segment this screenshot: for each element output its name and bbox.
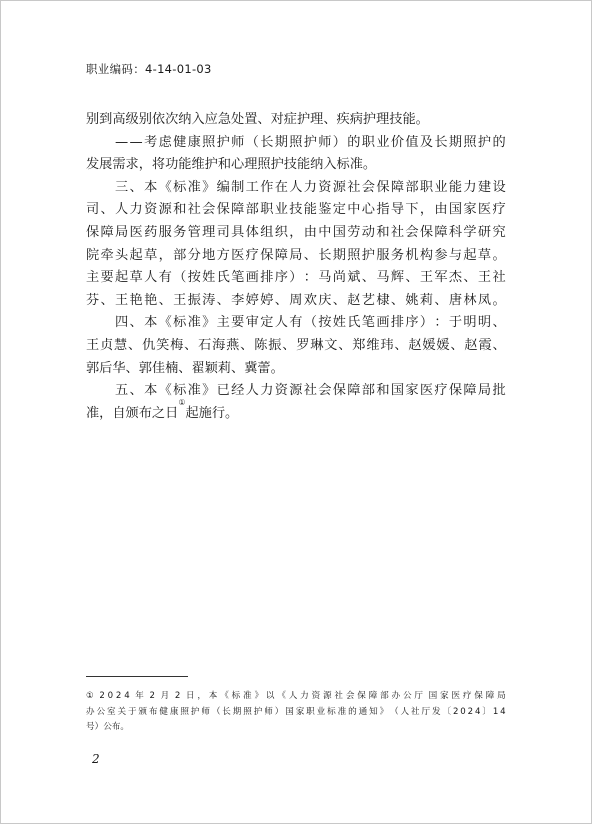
footnote-marker[interactable]: ① xyxy=(178,397,186,407)
paragraph-line: — — 考 虑 健 康 照 护 师 （ 长 期 照 护 师 ） 的 职 业 价 值 及 长 期 照 护 的 xyxy=(115,134,506,150)
footnote-line: 号）公布。 xyxy=(86,722,129,732)
paragraph-line: 三 、 本 《 标 准 》 编 制 工 作 在 人 力 资 源 社 会 保 障 部 职 业 能 力 建 设 xyxy=(115,179,506,195)
footnote-divider xyxy=(86,676,188,677)
paragraph-line: 保 障 局 医 药 服 务 管 理 司 具 体 组 织 ， 由 中 国 劳 动 和 社 会 保 障 科 学 研 究 xyxy=(86,224,506,240)
paragraph-line: 五 、 本 《 标 准 》 已 经 人 力 资 源 社 会 保 障 部 和 国 家 医 疗 保 障 局 批 xyxy=(115,383,506,399)
page-number: 2 xyxy=(92,752,100,766)
last-line-text-after: 起施行。 xyxy=(185,405,239,421)
paragraph-line: 王 贞 慧 、 仇 笑 梅 、 石 海 燕 、 陈 振 、 罗 琳 文 、 郑 维 玮 、 赵 媛 媛 、 赵 霞 、 xyxy=(86,337,506,353)
paragraph-line: 司 、 人 力 资 源 和 社 会 保 障 部 职 业 技 能 鉴 定 中 心 指 导 下 ， 由 国 家 医 疗 xyxy=(86,202,506,218)
body-text xyxy=(86,109,506,425)
paragraph-line: 郭后华、郭佳楠、翟颖莉、冀蕾。 xyxy=(86,360,284,376)
paragraph-line: 别到高级别依次纳入应急处置、对症护理、疾病护理技能。 xyxy=(86,112,429,127)
paragraph-line: 四 、 本 《 标 准 》 主 要 审 定 人 有 （ 按 姓 氏 笔 画 排 序 ） ： 于 明 明 、 xyxy=(115,315,506,331)
footnote-line: 办 公 室 关 于 颁 布 健 康 照 护 师 （ 长 期 照 护 师 ） 国 家 职 业 标 准 的 通 知 》 （ 人 社 厅 发 〔 2 0 2 4 〕 1 4 xyxy=(86,706,506,717)
paragraph-line: 芬 、 王 艳 艳 、 王 振 涛 、 李 婷 婷 、 周 欢 庆 、 赵 艺 棣 、 姚 莉 、 唐 林 凤 。 xyxy=(86,292,506,308)
paragraph-line: 院 牵 头 起 草 ， 部 分 地 方 医 疗 保 障 局 、 长 期 照 护 服 务 机 构 参 与 起 草 。 xyxy=(86,247,506,263)
occupation-code: 职业编码：4-14-01-03 xyxy=(86,62,212,76)
footnote xyxy=(86,689,506,736)
paragraph-line-last xyxy=(86,397,506,426)
paragraph-line: 主 要 起 草 人 有 （ 按 姓 氏 笔 画 排 序 ） ： 马 尚 斌 、 马 辉 、 王 军 杰 、 王 社 xyxy=(86,270,506,286)
paragraph-line: 发展需求，将功能维护和心理照护技能纳入标准。 xyxy=(86,157,377,173)
last-line-text-before: 准，自颁布之日 xyxy=(86,405,179,421)
footnote-line: ① 2 0 2 4 年 2 月 2 日 ， 本 《 标 准 》 以 《 人 力 资 源 社 会 保 障 部 办 公 厅 国 家 医 疗 保 障 局 xyxy=(86,691,506,701)
